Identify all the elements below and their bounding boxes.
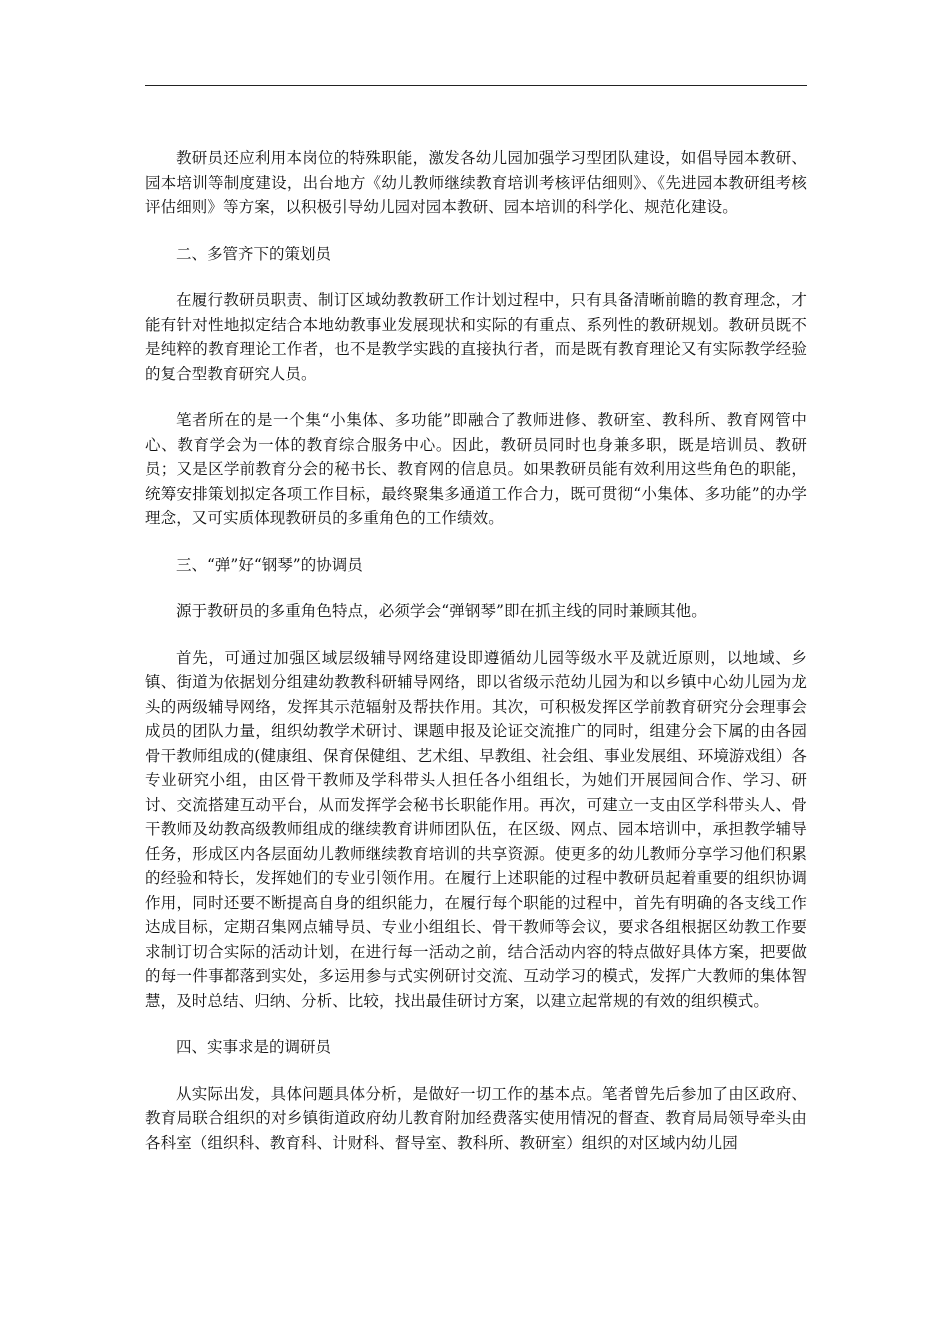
document-body	[145, 146, 807, 1177]
paragraph: 首先，可通过加强区域层级辅导网络建设即遵循幼儿园等级水平及就近原则，以地域、乡镇、街道为依据划分组建幼教教科研辅导网络，即以省级示范幼儿园为和以乡镇中心幼儿园为龙头的两级辅导网络，发挥其示范辐射及帮扶作用。其次，可积极发挥区学前教育研究分会理事会成员的团队力量，组织幼教学术研讨、课题申报及论证交流推广的同时，组建分会下属的由各园骨干教师组成的(健康组、保育保健组、艺术组、早教组、社会组、事业发展组、环境游戏组）各专业研究小组，由区骨干教师及学科带头人担任各小组组长，为她们开展园间合作、学习、研讨、交流搭建互动平台，从而发挥学会秘书长职能作用。再次，可建立一支由区学科带头人、骨干教师及幼教高级教师组成的继续教育讲师团队伍，在区级、网点、园本培训中，承担教学辅导任务，形成区内各层面幼儿教师继续教育培训的共享资源。使更多的幼儿教师分享学习他们积累的经验和特长，发挥她们的专业引领作用。在履行上述职能的过程中教研员起着重要的组织协调作用，同时还要不断提高自身的组织能力，在履行每个职能的过程中，首先有明确的各支线工作达成目标，定期召集网点辅导员、专业小组组长、骨干教师等会议，要求各组根据区幼教工作要求制订切合实际的活动计划，在进行每一活动之前，结合活动内容的特点做好具体方案，把要做的每一件事都落到实处，多运用参与式实例研讨交流、互动学习的模式，发挥广大教师的集体智慧，及时总结、归纳、分析、比较，找出最佳研讨方案，以建立起常规的有效的组织模式。	[145, 648, 807, 1010]
paragraph: 在履行教研员职责、制订区域幼教教研工作计划过程中，只有具备清晰前瞻的教育理念，才能有针对性地拟定结合本地幼教事业发展现状和实际的有重点、系列性的教研规划。教研员既不是纯粹的教育理论工作者，也不是教学实践的直接执行者，而是既有教育理论又有实际教学经验的复合型教育研究人员。	[145, 291, 807, 383]
section-heading: 四、实事求是的调研员	[176, 1038, 332, 1056]
section-heading: 三、“弹”好“钢琴”的协调员	[176, 555, 363, 574]
section-heading: 二、多管齐下的策划员	[176, 244, 332, 263]
paragraph: 教研员还应利用本岗位的特殊职能，激发各幼儿园加强学习型团队建设，如倡导园本教研、园本培训等制度建设，出台地方《幼儿教师继续教育培训考核评估细则》、《先进园本教研组考核评估细则》等方案，以积极引导幼儿园对园本教研、园本培训的科学化、规范化建设。	[145, 149, 807, 216]
header-divider	[145, 85, 807, 86]
paragraph: 从实际出发，具体问题具体分析，是做好一切工作的基本点。笔者曾先后参加了由区政府、教育局联合组织的对乡镇街道政府幼儿教育附加经费落实使用情况的督查、教育局局领导牵头由各科室（组织科、教育科、计财科、督导室、教科所、教研室）组织的对区域内幼儿园	[145, 1084, 807, 1152]
paragraph: 源于教研员的多重角色特点，必须学会“弹钢琴”即在抓主线的同时兼顾其他。	[176, 602, 707, 620]
paragraph: 笔者所在的是一个集“小集体、多功能”即融合了教师进修、教研室、教科所、教育网管中心、教育学会为一体的教育综合服务中心。因此，教研员同时也身兼多职，既是培训员、教研员；又是区学前教育分会的秘书长、教育网的信息员。如果教研员能有效利用这些角色的职能，统筹安排策划拟定各项工作目标，最终聚集多通道工作合力，既可贯彻“小集体、多功能”的办学理念，又可实质体现教研员的多重角色的工作绩效。	[145, 411, 807, 527]
